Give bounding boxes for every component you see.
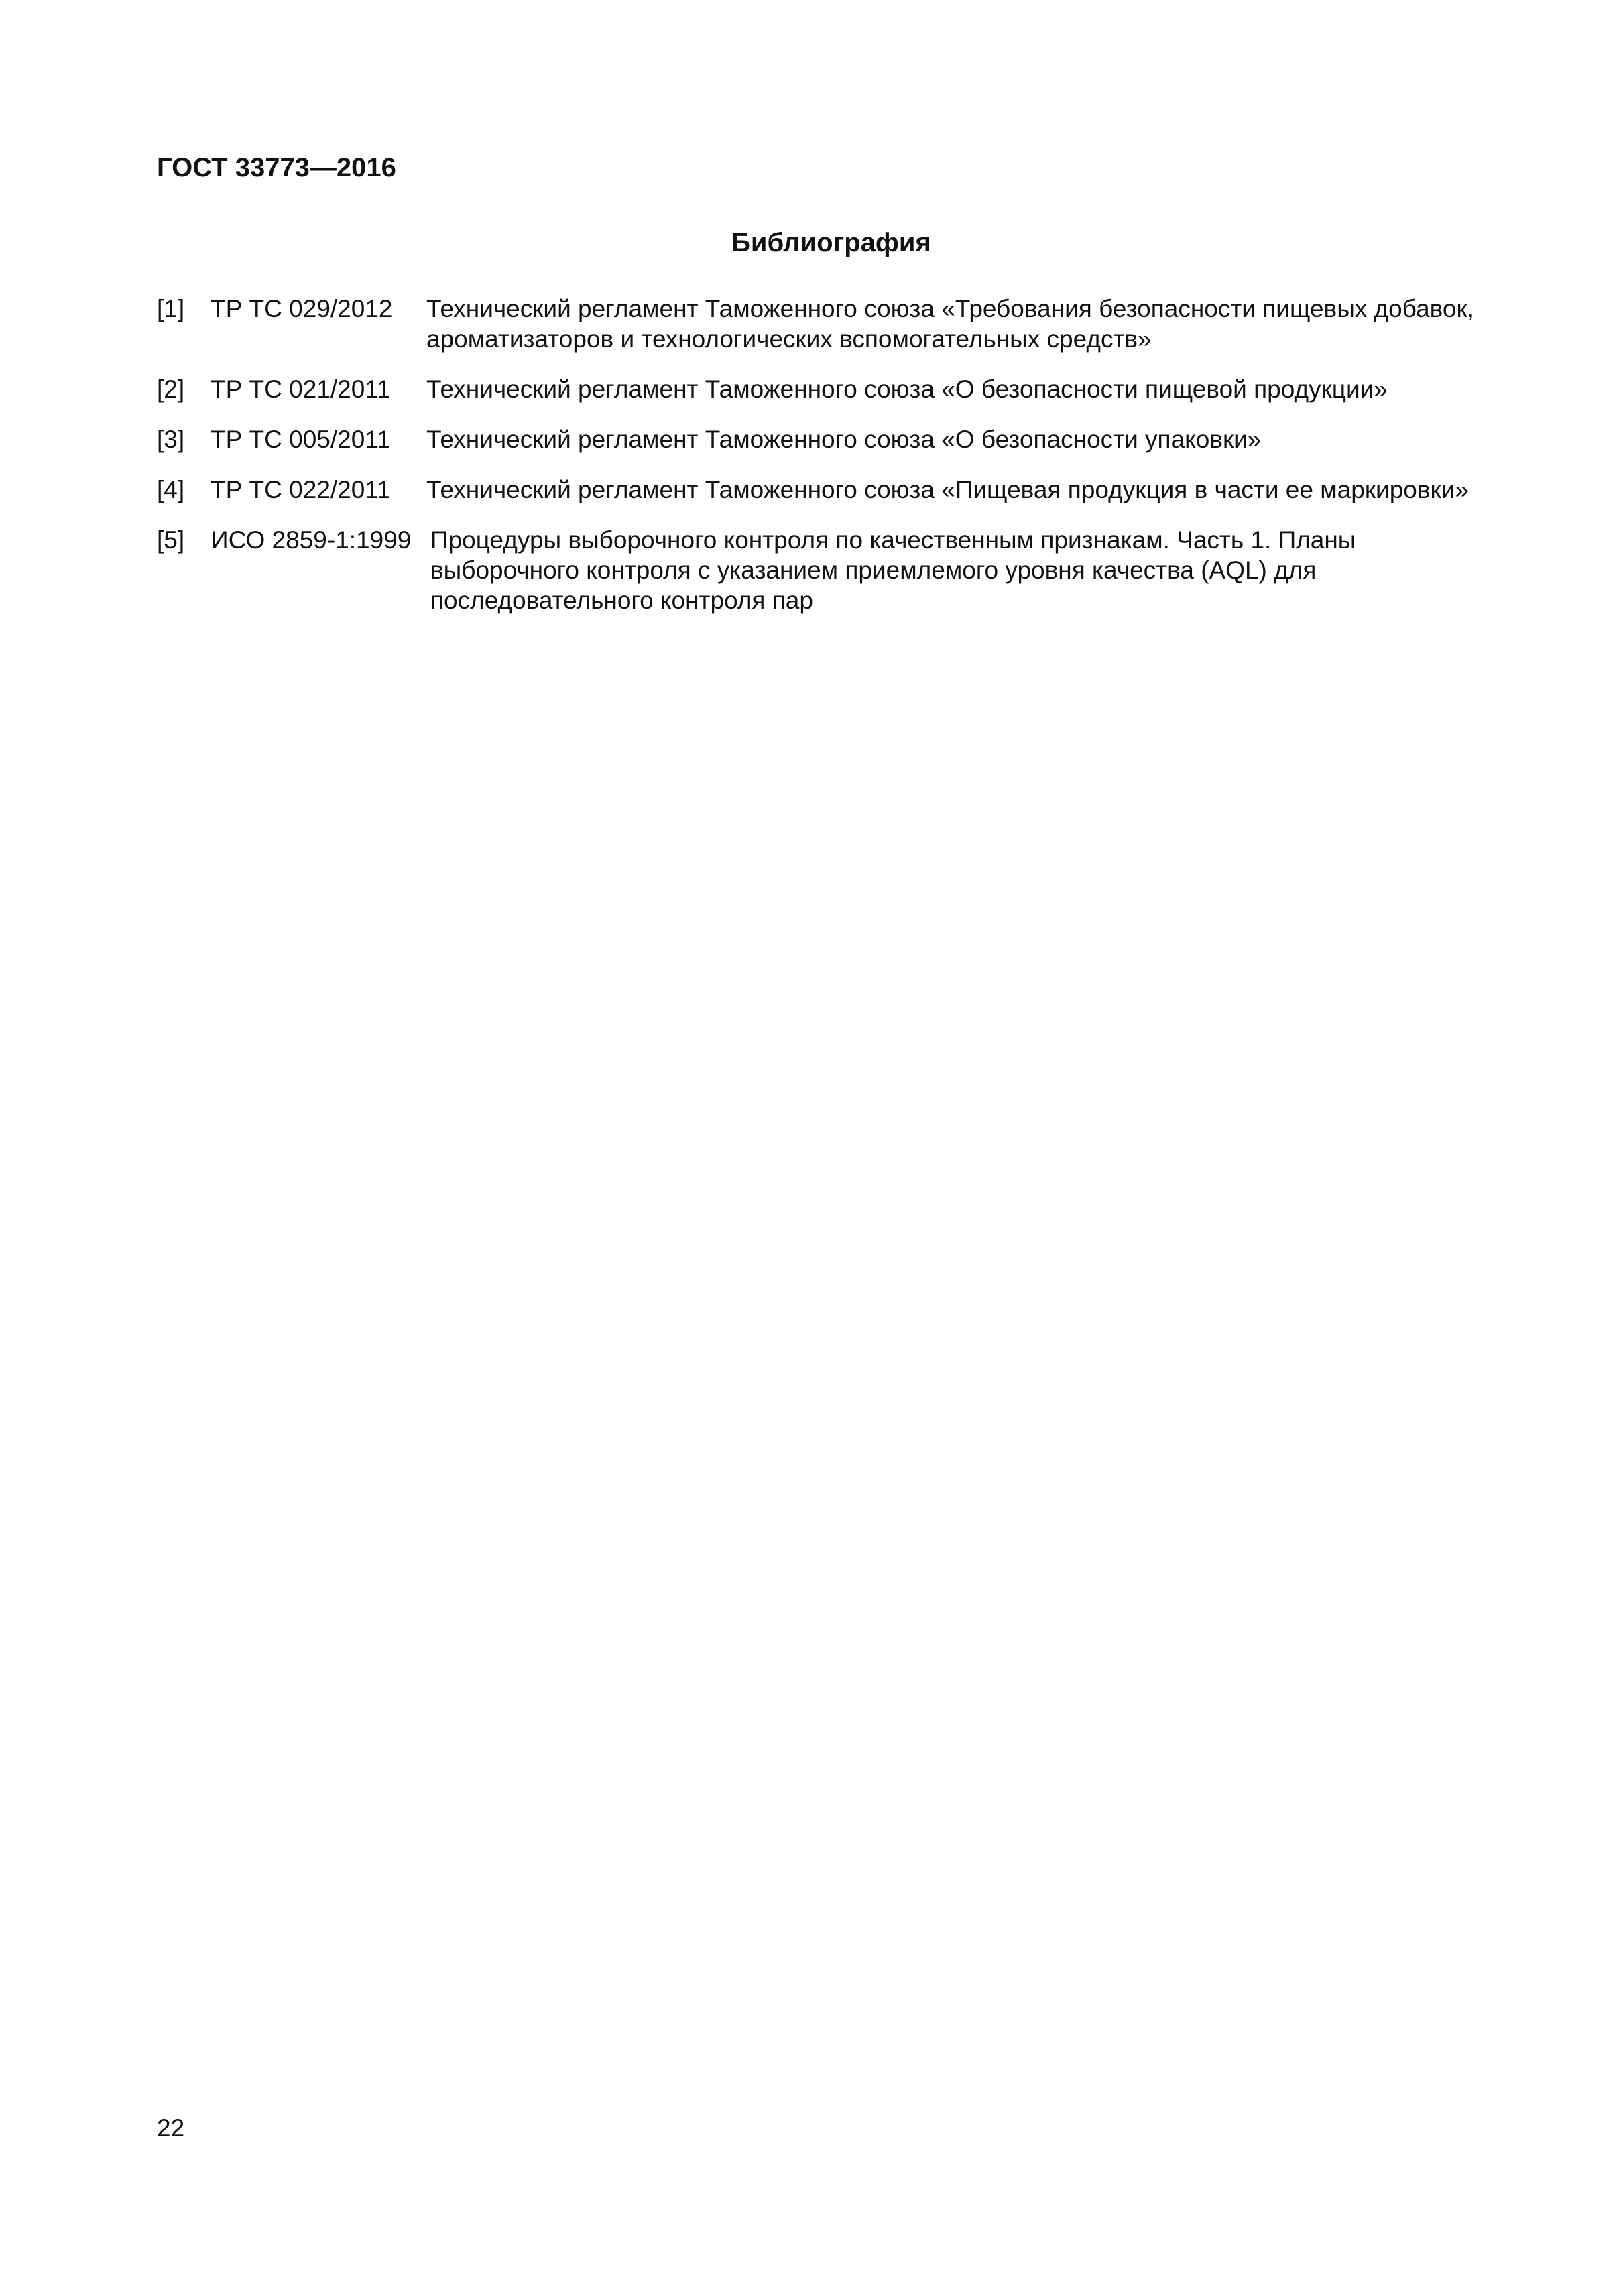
entry-number: [2] <box>157 375 185 403</box>
entry-code: ТР ТС 022/2011 <box>211 476 391 503</box>
page-number: 22 <box>157 2114 185 2142</box>
entry-code: ТР ТС 005/2011 <box>211 426 391 453</box>
bibliography-entry <box>157 294 1504 354</box>
entry-code: ТР ТС 029/2012 <box>211 295 393 322</box>
entry-description: Технический регламент Таможенного союза «О безопасности пищевой продукции» <box>426 375 1388 403</box>
entry-number: [3] <box>157 426 185 453</box>
entry-code: ИСО 2859-1:1999 <box>211 526 412 554</box>
entry-description: Процедуры выборочного контроля по качественным признакам. Часть 1. Планы выборочного контроля с указанием приемлемого уровня качества (AQL) для последовательного контроля пар <box>430 526 1356 614</box>
entry-description: Технический регламент Таможенного союза «Требования безопасности пищевых добавок, ароматизаторов и технологических вспомогательных средств» <box>426 295 1474 353</box>
bibliography-entry <box>157 374 1504 404</box>
entry-description: Технический регламент Таможенного союза «Пищевая продукция в части ее маркировки» <box>426 476 1469 503</box>
entry-description: Технический регламент Таможенного союза «О безопасности упаковки» <box>426 426 1262 453</box>
bibliography-entry <box>157 424 1504 455</box>
entry-code: ТР ТС 021/2011 <box>211 375 391 403</box>
document-code: ГОСТ 33773—2016 <box>157 153 396 182</box>
entry-number: [5] <box>157 526 185 554</box>
bibliography-entry <box>157 525 1504 615</box>
bibliography-entry <box>157 475 1504 505</box>
entry-number: [1] <box>157 295 185 322</box>
section-title: Библиография <box>731 228 931 257</box>
entry-number: [4] <box>157 476 185 503</box>
bibliography-list <box>157 294 1504 636</box>
